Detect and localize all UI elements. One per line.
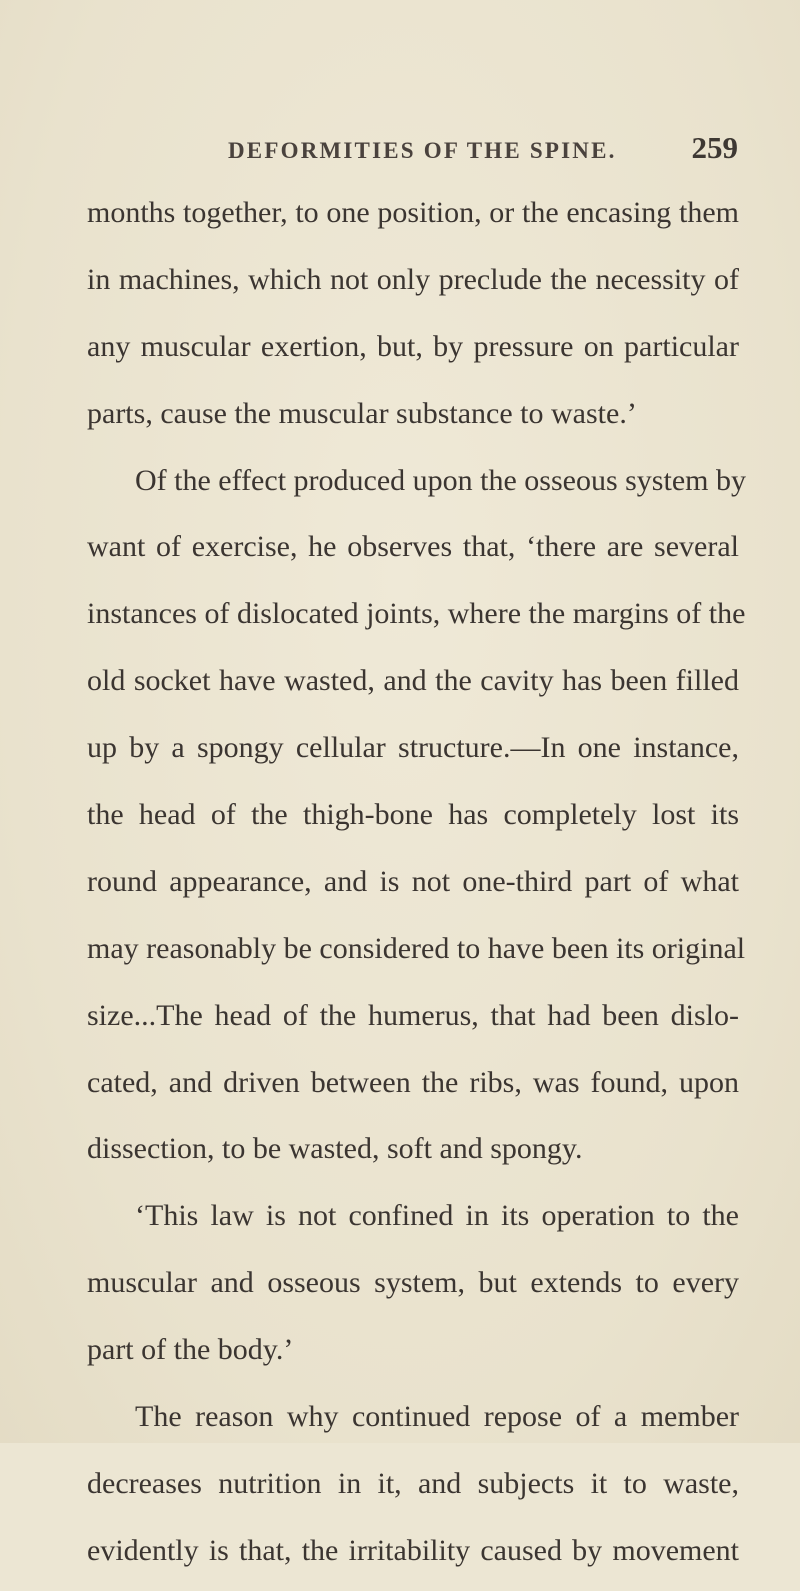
page-number: 259 [691, 130, 738, 165]
text-line: part of the body.’ [87, 1333, 294, 1367]
text-line: in machines, which not only preclude the necessity of [87, 262, 739, 296]
text-line: want of exercise, he observes that, ‘there are several [87, 530, 739, 564]
text-line: cated, and driven between the ribs, was found, upon [87, 1065, 739, 1099]
text-line: any muscular exertion, but, by pressure on particular [87, 329, 739, 363]
text-line: instances of dislocated joints, where the margins of the [87, 597, 746, 631]
text-line: dissection, to be wasted, soft and spongy. [87, 1132, 583, 1166]
body-text [87, 186, 746, 1591]
paragraph-start-line: Of the effect produced upon the osseous system by [135, 463, 746, 497]
text-line: decreases nutrition in it, and subjects it to waste, [87, 1466, 739, 1500]
paragraph-start-line: ‘This law is not confined in its operation to the [135, 1199, 739, 1233]
text-line: muscular and osseous system, but extends to every [87, 1266, 739, 1300]
text-line: the head of the thigh-bone has completely lost its [87, 798, 739, 832]
text-line: may reasonably be considered to have been its original [87, 931, 746, 965]
text-line: old socket have wasted, and the cavity has been filled [87, 664, 739, 698]
text-line: evidently is that, the irritability caused by movement [87, 1533, 739, 1567]
text-line: round appearance, and is not one-third part of what [87, 864, 739, 898]
paragraph-start-line: The reason why continued repose of a member [135, 1400, 739, 1434]
text-line: parts, cause the muscular substance to waste.’ [87, 396, 637, 430]
running-title: DEFORMITIES OF THE SPINE. [228, 138, 617, 163]
running-head [228, 130, 748, 172]
text-line: up by a spongy cellular structure.—In one instance, [87, 731, 739, 765]
text-line: size...The head of the humerus, that had been dislo- [87, 998, 739, 1032]
text-line: months together, to one position, or the encasing them [87, 196, 739, 229]
